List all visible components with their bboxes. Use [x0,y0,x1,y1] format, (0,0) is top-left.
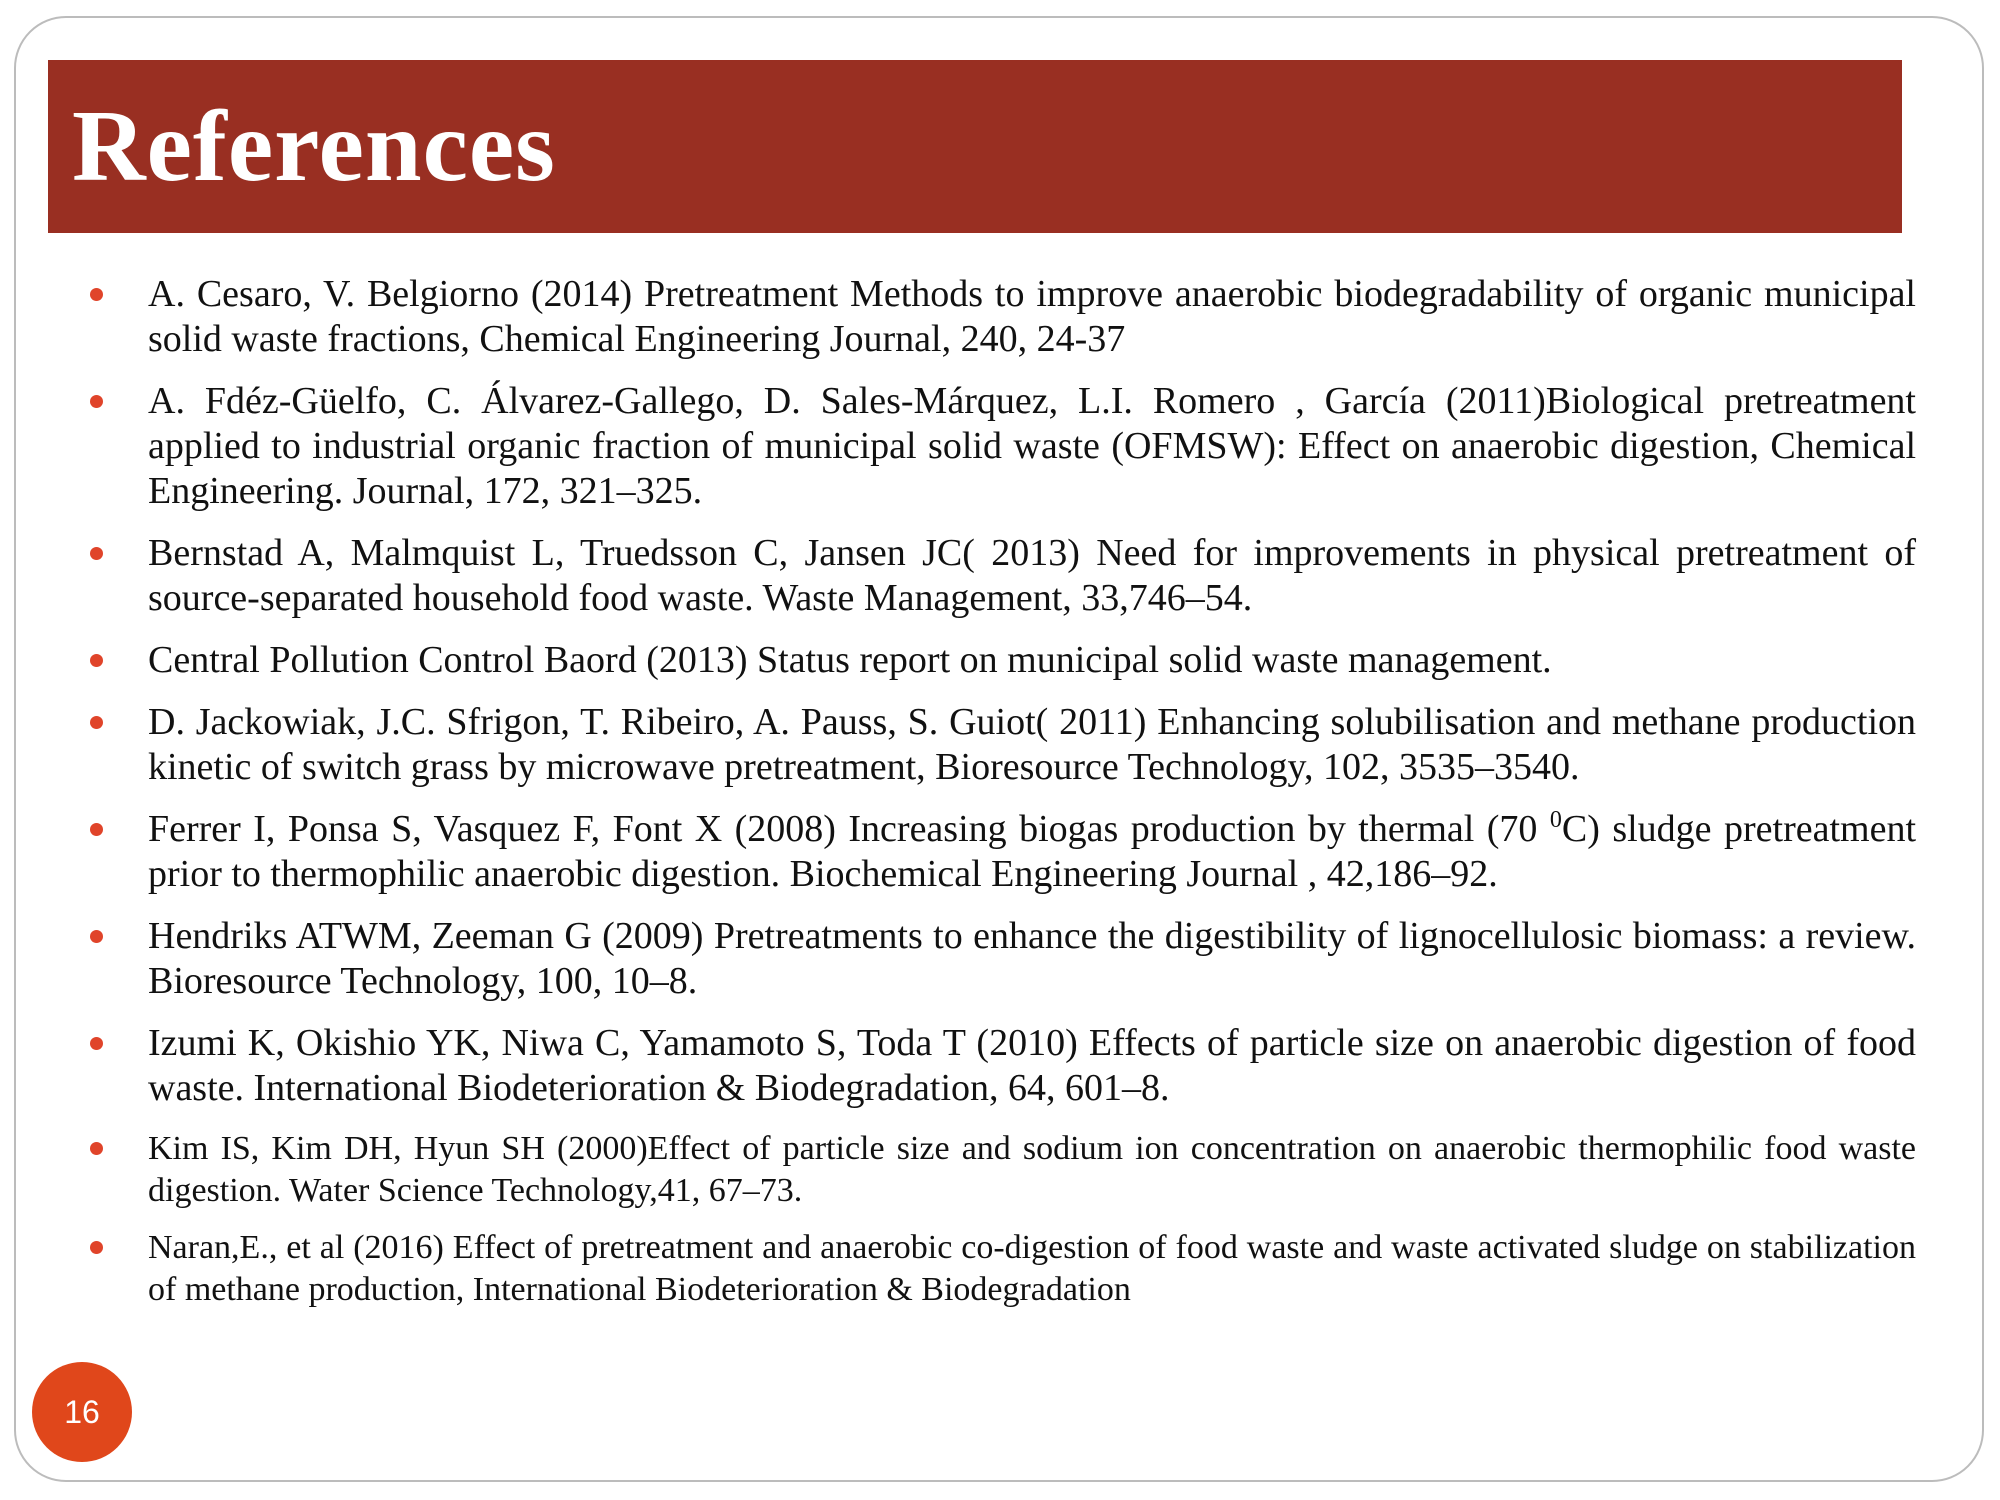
reference-text: Izumi K, Okishio YK, Niwa C, Yamamoto S, Toda T (2010) Effects of particle size on anaerobic digestion of food waste. International Biodeterioration & Biodegradation, 64, 601–8. [148,1022,1916,1109]
reference-item [90,700,1916,790]
reference-text: Kim IS, Kim DH, Hyun SH (2000)Effect of particle size and sodium ion concentration on anaerobic thermophilic food waste digestion. Water Science Technology,41, 67–73. [148,1130,1916,1209]
bullet-dot-icon [90,823,103,836]
reference-text-part: Ferrer I, Ponsa S, Vasquez F, Font X (2008) Increasing biogas production by thermal (70 [148,808,1550,850]
temperature-superscript: 0 [1549,807,1562,833]
page-number-badge: 16 [32,1362,132,1462]
reference-list [90,272,1916,1326]
reference-item [90,1227,1916,1311]
reference-item [90,1128,1916,1212]
reference-item [90,272,1916,362]
reference-item [90,914,1916,1004]
reference-text: Bernstad A, Malmquist L, Truedsson C, Jansen JC( 2013) Need for improvements in physical pretreatment of source-separated household food waste. Waste Management, 33,746–54. [148,532,1916,619]
title-bar [48,60,1902,233]
reference-text: A. Fdéz-Güelfo, C. Álvarez-Gallego, D. Sales-Márquez, L.I. Romero , García (2011)Biological pretreatment applied to industrial organic fraction of municipal solid waste (OFMSW): Effect on anaerobic digestion, Chemical Engineering. Journal, 172, 321–325. [148,380,1916,512]
bullet-dot-icon [90,654,103,667]
bullet-dot-icon [90,288,103,301]
reference-text: Hendriks ATWM, Zeeman G (2009) Pretreatments to enhance the digestibility of lignocellulosic biomass: a review. Bioresource Technology, 100, 10–8. [148,915,1916,1002]
reference-item [90,379,1916,514]
bullet-dot-icon [90,716,103,729]
reference-text [148,808,1916,895]
bullet-dot-icon [90,547,103,560]
bullet-dot-icon [90,930,103,943]
reference-text: Central Pollution Control Baord (2013) Status report on municipal solid waste management. [148,639,1552,681]
bullet-dot-icon [90,1037,103,1050]
reference-text: Naran,E., et al (2016) Effect of pretreatment and anaerobic co-digestion of food waste and waste activated sludge on stabilization of methane production, International Biodeterioration & Biodegradation [148,1229,1916,1308]
bullet-dot-icon [90,1241,103,1254]
reference-item [90,807,1916,897]
reference-item [90,531,1916,621]
reference-item [90,1021,1916,1111]
reference-item [90,638,1916,683]
bullet-dot-icon [90,395,103,408]
reference-text: A. Cesaro, V. Belgiorno (2014) Pretreatment Methods to improve anaerobic biodegradability of organic municipal solid waste fractions, Chemical Engineering Journal, 240, 24-37 [148,273,1916,360]
bullet-dot-icon [90,1142,103,1155]
reference-text-part: C) sludge pretreatment prior to thermophilic anaerobic digestion. Biochemical Engineering Journal , 42,186–92. [148,808,1916,895]
slide-title: References [72,89,556,203]
reference-text: D. Jackowiak, J.C. Sfrigon, T. Ribeiro, A. Pauss, S. Guiot( 2011) Enhancing solubilisation and methane production kinetic of switch grass by microwave pretreatment, Bioresource Technology, 102, 3535–3540. [148,701,1916,788]
